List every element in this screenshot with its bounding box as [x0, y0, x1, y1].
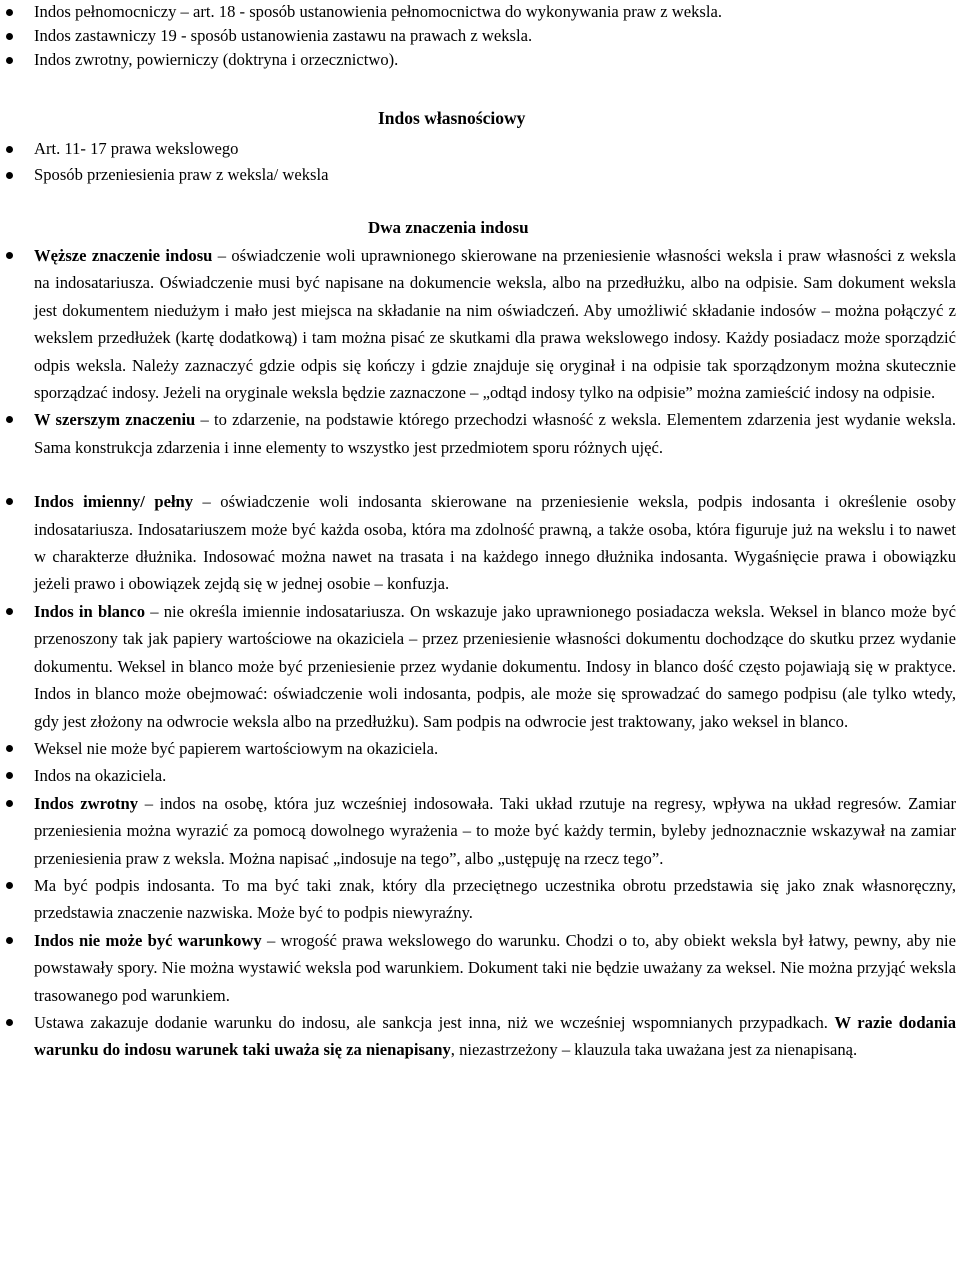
body-bullet-list [0, 242, 960, 1064]
list-item: Indos in blanco – nie określa imiennie indosatariusza. On wskazuje jako uprawnionego posiadacza weksla. Weksel in blanco może być przenoszony tak jak papiery wartościowe na okaziciela – przez przeniesienie własności dokumentu dochodzące do skutku przez wydanie dokumentu. Weksel in blanco może być przeniesienie przez wydanie dokumentu. Indosy in blanco dość często pojawiają się w praktyce. Indos in blanco może obejmować: oświadczenie woli indosanta, podpis, ale może się sprowadzać do samego podpisu (ale tylko wtedy, gdy jest złożony na odwrocie weksla albo na przedłużku). Sam podpis na odwrocie jest traktowany, jako weksel in blanco. [0, 598, 960, 735]
bullet-icon [6, 146, 13, 153]
list-item: Ma być podpis indosanta. To ma być taki znak, który dla przeciętnego uczestnika obrotu przedstawia się jako znak własnoręczny, przedstawia znaczenie nazwiska. Może być to podpis niewyraźny. [0, 872, 960, 927]
bullet-icon [6, 1019, 13, 1026]
bullet-icon [6, 800, 13, 807]
top-bullet-list [0, 0, 960, 72]
bullet-icon [6, 937, 13, 944]
list-item: Indos zastawniczy 19 - sposób ustanowienia zastawu na prawach z weksla. [0, 24, 960, 48]
list-item: Art. 11- 17 prawa wekslowego [0, 136, 960, 162]
list-item: Weksel nie może być papierem wartościowym na okaziciela. [0, 735, 960, 762]
list-item: W szerszym znaczeniu – to zdarzenie, na podstawie którego przechodzi własność z weksla. Elementem zdarzenia jest wydanie weksla. Sama konstrukcja zdarzenia i inne elementy to wszystko jest przedmiotem sporu różnych ujęć. [0, 406, 960, 461]
bullet-icon [6, 57, 13, 64]
heading-ownership-indorsement: Indos własnościowy [378, 108, 526, 128]
list-item: Indos na okaziciela. [0, 762, 960, 789]
bullet-icon [6, 882, 13, 889]
list-item: Sposób przeniesienia praw z weksla/ weksla [0, 162, 960, 188]
list-item: Indos zwrotny, powierniczy (doktryna i orzecznictwo). [0, 48, 960, 72]
list-item: Indos pełnomocniczy – art. 18 - sposób ustanowienia pełnomocnictwa do wykonywania praw z weksla. [0, 0, 960, 24]
bullet-icon [6, 9, 13, 16]
bullet-icon [6, 745, 13, 752]
heading-two-meanings: Dwa znaczenia indosu [368, 218, 529, 237]
bullet-icon [6, 252, 13, 259]
bullet-icon [6, 33, 13, 40]
list-item: Indos nie może być warunkowy – wrogość prawa wekslowego do warunku. Chodzi o to, aby obiekt weksla był łatwy, pewny, aby nie powstawały spory. Nie można wystawić weksla pod warunkiem. Dokument taki nie będzie uważany za weksel. Nie można przyjąć weksla trasowanego pod warunkiem. [0, 927, 960, 1009]
bullet-icon [6, 172, 13, 179]
list-item: Indos imienny/ pełny – oświadczenie woli indosanta skierowane na przeniesienie weksla, podpis indosanta i określenie osoby indosatariusza. Indosatariuszem może być każda osoba, która ma zdolność prawną, a także osoba, która figuruje już na wekslu i to nawet w charakterze dłużnika. Indosować można nawet na trasata i na każdego innego dłużnika indosanta. Wygaśnięcie prawa i obowiązku jeżeli prawo i obowiązek zejdą się w jednej osobie – konfuzja. [0, 488, 960, 598]
list-item: Indos zwrotny – indos na osobę, która juz wcześniej indosowała. Taki układ rzutuje na regresy, wpływa na układ regresów. Zamiar przeniesienia można wyrazić za pomocą dowolnego wyrażenia – to może być każdy termin, byleby jednoznacznie wskazywał na zamiar przeniesienia praw z weksla. Można napisać „indosuje na tego”, albo „ustępuję na rzecz tego”. [0, 790, 960, 872]
list-item: Ustawa zakazuje dodanie warunku do indosu, ale sankcja jest inna, niż we wcześniej wspomnianych przypadkach. W razie dodania warunku do indosu warunek taki uważa się za nienapisany, niezastrzeżony – klauzula taka uważana jest za nienapisaną. [0, 1009, 960, 1064]
list-item: Węższe znaczenie indosu – oświadczenie woli uprawnionego skierowane na przeniesienie własności weksla i praw własności z weksla na indosatariusza. Oświadczenie musi być napisane na dokumencie weksla, albo na przedłużku, albo na odpisie. Sam dokument weksla jest dokumentem niedużym i mało jest miejsca na składanie na nim oświadczeń. Aby umożliwić składanie indosów – można połączyć z wekslem przedłużek (kartę dodatkową) i tam można pisać ze skutkami dla prawa wekslowego indosy. Każdy posiadacz może sporządzić odpis weksla. Należy zaznaczyć gdzie odpis się kończy i gdzie znajduje się oryginał i na odpisie tak sporządzonym można skutecznie sporządzać indosy. Jeżeli na oryginale weksla będzie zaznaczone – „odtąd indosy tylko na odpisie” można zamieścić indosy na odpisie. [0, 242, 960, 406]
article-bullet-list [0, 136, 960, 188]
bullet-icon [6, 608, 13, 615]
